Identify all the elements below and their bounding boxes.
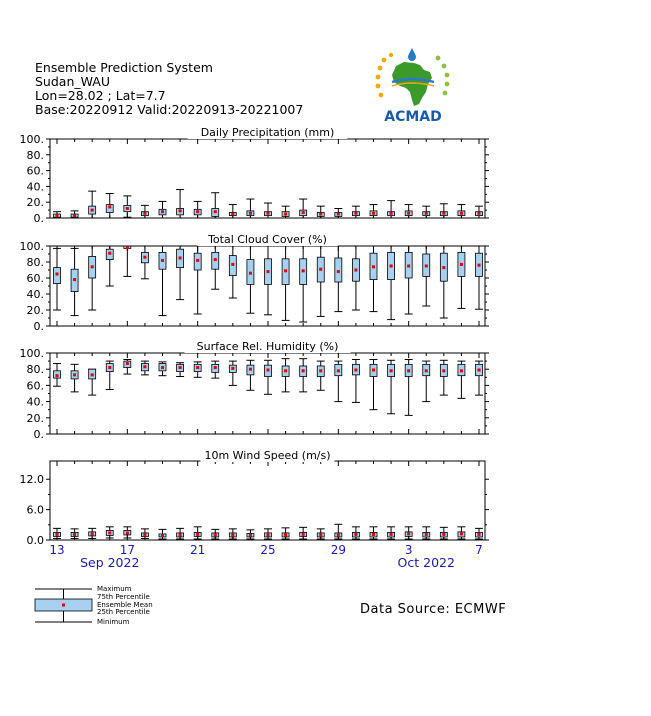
y-tick-label: 100.	[19, 133, 44, 146]
box-day-21	[405, 359, 413, 415]
mean-marker	[442, 266, 445, 269]
mean-marker	[302, 211, 305, 214]
box-day-9	[194, 527, 202, 539]
box-day-4	[106, 194, 114, 218]
mean-marker	[478, 212, 481, 215]
mean-marker	[73, 278, 76, 281]
y-tick-label: 20.	[26, 411, 44, 425]
y-tick-label: 40.	[26, 395, 44, 409]
box-day-4	[106, 361, 114, 389]
mean-marker	[161, 210, 164, 213]
box-day-12	[246, 530, 254, 539]
box-day-20	[387, 360, 395, 413]
box-day-18	[352, 527, 360, 539]
mean-marker	[267, 212, 270, 215]
legend-label-75th: 75th Percentile	[97, 593, 150, 601]
box-day-3	[88, 246, 96, 310]
box-day-24	[457, 361, 465, 398]
mean-marker	[425, 265, 428, 268]
mean-marker	[478, 369, 481, 372]
legend-label-minimum: Minimum	[97, 618, 130, 626]
box-day-9	[194, 246, 202, 314]
box-day-13	[264, 529, 272, 539]
mean-marker	[126, 531, 129, 534]
mean-marker	[214, 533, 217, 536]
y-tick-label: 80.	[26, 363, 44, 377]
box-day-20	[387, 527, 395, 539]
box-day-11	[229, 205, 237, 218]
mean-marker	[267, 533, 270, 536]
mean-marker	[284, 533, 287, 536]
box-day-2	[71, 211, 79, 218]
mean-marker	[56, 214, 59, 217]
box-day-20	[387, 201, 395, 218]
box-day-22	[422, 246, 430, 306]
box-day-23	[440, 246, 448, 318]
mean-marker	[108, 366, 111, 369]
box-day-17	[334, 246, 342, 312]
iqr-box	[335, 258, 342, 282]
box-day-19	[370, 205, 378, 218]
mean-marker	[390, 533, 393, 536]
box-day-25	[475, 528, 483, 539]
box-day-7	[159, 529, 167, 539]
mean-marker	[267, 369, 270, 372]
panel-1	[20, 126, 490, 225]
box-day-13	[264, 360, 272, 394]
mean-marker	[249, 272, 252, 275]
box-day-10	[211, 193, 219, 218]
mean-marker	[214, 258, 217, 261]
box-day-24	[457, 527, 465, 539]
box-day-3	[88, 191, 96, 218]
y-tick-label: 80.	[26, 256, 44, 269]
x-tick-label: 3	[404, 543, 413, 557]
panel-title: Daily Precipitation (mm)	[200, 126, 335, 139]
mean-marker	[442, 533, 445, 536]
box-day-1	[53, 212, 61, 218]
box-day-19	[370, 246, 378, 312]
header-station: Sudan_WAU	[35, 74, 110, 89]
x-tick-label: 7	[475, 543, 483, 557]
mean-marker	[407, 532, 410, 535]
mean-marker	[231, 367, 234, 370]
mean-marker	[73, 214, 76, 217]
mean-marker	[425, 212, 428, 215]
mean-marker	[460, 263, 463, 266]
box-day-16	[317, 246, 325, 316]
mean-marker	[214, 210, 217, 213]
mean-marker	[126, 362, 129, 365]
box-day-1	[53, 364, 61, 387]
y-tick-label: 40.	[26, 180, 44, 194]
mean-marker	[143, 533, 146, 536]
logo-text: ACMAD	[384, 109, 442, 124]
mean-marker	[56, 533, 59, 536]
mean-marker	[249, 533, 252, 536]
mean-marker	[442, 212, 445, 215]
mean-marker	[179, 366, 182, 369]
mean-marker	[179, 257, 182, 260]
box-day-21	[405, 205, 413, 218]
box-day-16	[317, 206, 325, 218]
mean-marker	[126, 246, 129, 249]
box-day-1	[53, 528, 61, 538]
mean-marker	[425, 533, 428, 536]
mean-marker	[267, 270, 270, 273]
box-day-3	[88, 528, 96, 538]
plot-frame	[50, 461, 485, 540]
y-tick-label: 0.	[33, 320, 44, 333]
legend-label-25th: 25th Percentile	[97, 608, 150, 616]
panel-2	[20, 233, 490, 333]
legend	[35, 585, 153, 626]
box-day-24	[457, 205, 465, 218]
y-tick-label: 100.	[19, 240, 44, 253]
mean-marker	[337, 369, 340, 372]
y-tick-label: 60.	[26, 164, 44, 178]
box-day-12	[246, 246, 254, 313]
y-tick-label: 0.	[33, 428, 44, 441]
box-day-15	[299, 527, 307, 539]
panel-title: Total Cloud Cover (%)	[208, 233, 327, 246]
mean-marker	[161, 534, 164, 537]
mean-marker	[91, 532, 94, 535]
mean-marker	[231, 263, 234, 266]
mean-marker	[460, 532, 463, 535]
box-day-22	[422, 361, 430, 402]
box-day-25	[475, 246, 483, 309]
mean-marker	[354, 269, 357, 272]
x-tick-label: 21	[190, 543, 206, 557]
y-tick-label: 40.	[26, 288, 44, 301]
box-day-18	[352, 359, 360, 402]
mean-marker	[425, 369, 428, 372]
box-day-3	[88, 369, 96, 395]
mean-marker	[108, 252, 111, 255]
mean-marker	[196, 533, 199, 536]
box-day-14	[282, 359, 290, 392]
mean-marker	[319, 369, 322, 372]
mean-marker	[231, 533, 234, 536]
mean-marker	[179, 209, 182, 212]
y-tick-label: 20.	[26, 196, 44, 210]
box-day-13	[264, 203, 272, 218]
mean-marker	[108, 205, 111, 208]
box-day-25	[475, 206, 483, 218]
box-day-15	[299, 359, 307, 392]
legend-mean-marker	[62, 604, 65, 607]
box-day-6	[141, 361, 149, 375]
mean-marker	[319, 213, 322, 216]
mean-marker	[407, 212, 410, 215]
box-day-23	[440, 204, 448, 218]
box-day-19	[370, 527, 378, 539]
mean-marker	[354, 533, 357, 536]
y-tick-label: 60.	[26, 379, 44, 393]
header-title: Ensemble Prediction System	[35, 60, 213, 75]
y-tick-label: 12.0	[19, 473, 44, 487]
data-source-label: Data Source: ECMWF	[360, 602, 507, 617]
x-tick-label: 17	[119, 543, 135, 557]
box-day-23	[440, 360, 448, 395]
box-day-11	[229, 361, 237, 385]
mean-marker	[372, 265, 375, 268]
box-day-17	[334, 524, 342, 539]
mean-marker	[319, 533, 322, 536]
mean-marker	[108, 531, 111, 534]
mean-marker	[390, 265, 393, 268]
mean-marker	[231, 213, 234, 216]
box-day-8	[176, 528, 184, 539]
y-tick-label: 0.0	[26, 534, 44, 547]
box-day-5	[123, 527, 131, 538]
mean-marker	[56, 273, 59, 276]
box-day-6	[141, 529, 149, 539]
box-day-11	[229, 246, 237, 298]
box-day-18	[352, 246, 360, 310]
box-day-14	[282, 246, 290, 320]
iqr-box	[54, 268, 61, 284]
mean-marker	[196, 210, 199, 213]
panel-title: Surface Rel. Humidity (%)	[196, 340, 339, 353]
mean-marker	[284, 269, 287, 272]
y-tick-label: 80.	[26, 148, 44, 162]
box-day-8	[176, 363, 184, 377]
x-month-label: Oct 2022	[397, 555, 455, 570]
mean-marker	[407, 369, 410, 372]
mean-marker	[143, 365, 146, 368]
mean-marker	[460, 369, 463, 372]
box-day-22	[422, 206, 430, 218]
mean-marker	[161, 259, 164, 262]
box-day-13	[264, 246, 272, 315]
mean-marker	[372, 369, 375, 372]
mean-marker	[390, 212, 393, 215]
panel-4	[20, 449, 490, 547]
mean-marker	[143, 256, 146, 259]
mean-marker	[161, 366, 164, 369]
box-day-21	[405, 246, 413, 314]
box-day-19	[370, 359, 378, 409]
box-day-4	[106, 527, 114, 538]
box-day-20	[387, 246, 395, 320]
mean-marker	[460, 212, 463, 215]
mean-marker	[354, 369, 357, 372]
box-day-8	[176, 190, 184, 218]
mean-marker	[214, 366, 217, 369]
box-day-1	[53, 248, 61, 310]
mean-marker	[337, 533, 340, 536]
mean-marker	[390, 369, 393, 372]
box-day-12	[246, 360, 254, 390]
mean-marker	[284, 369, 287, 372]
mean-marker	[372, 212, 375, 215]
box-day-7	[159, 362, 167, 376]
mean-marker	[478, 264, 481, 267]
box-day-11	[229, 529, 237, 539]
box-day-7	[159, 246, 167, 316]
mean-marker	[302, 533, 305, 536]
box-day-7	[159, 201, 167, 218]
box-day-12	[246, 199, 254, 218]
box-day-9	[194, 362, 202, 377]
box-day-10	[211, 361, 219, 378]
box-day-5	[123, 196, 131, 217]
box-day-2	[71, 248, 79, 315]
box-day-2	[71, 529, 79, 539]
box-day-25	[475, 361, 483, 395]
box-day-15	[299, 246, 307, 322]
mean-marker	[91, 209, 94, 212]
mean-marker	[196, 259, 199, 262]
box-day-21	[405, 527, 413, 539]
legend-label-maximum: Maximum	[97, 585, 132, 593]
box-day-16	[317, 361, 325, 390]
y-tick-label: 20.	[26, 304, 44, 317]
mean-marker	[126, 207, 129, 210]
mean-marker	[143, 212, 146, 215]
box-day-6	[141, 246, 149, 279]
y-tick-label: 100.	[19, 347, 44, 360]
box-day-10	[211, 529, 219, 539]
box-day-5	[123, 359, 131, 374]
panel-title: 10m Wind Speed (m/s)	[204, 449, 331, 462]
mean-marker	[372, 533, 375, 536]
mean-marker	[478, 533, 481, 536]
mean-marker	[91, 373, 94, 376]
mean-marker	[249, 212, 252, 215]
box-day-14	[282, 206, 290, 218]
box-day-17	[334, 209, 342, 218]
y-tick-label: 6.0	[26, 503, 44, 517]
box-day-6	[141, 205, 149, 218]
x-month-label: Sep 2022	[80, 555, 140, 570]
mean-marker	[179, 533, 182, 536]
mean-marker	[284, 213, 287, 216]
mean-marker	[407, 265, 410, 268]
legend-label-mean: Ensemble Mean	[97, 601, 153, 609]
y-tick-label: 60.	[26, 272, 44, 285]
y-tick-label: 0.	[33, 212, 44, 225]
box-day-15	[299, 199, 307, 218]
mean-marker	[442, 369, 445, 372]
box-day-9	[194, 201, 202, 218]
box-day-4	[106, 246, 114, 286]
mean-marker	[337, 270, 340, 273]
mean-marker	[56, 374, 59, 377]
box-day-17	[334, 361, 342, 402]
mean-marker	[73, 533, 76, 536]
panel-3	[20, 340, 490, 441]
mean-marker	[196, 366, 199, 369]
mean-marker	[73, 373, 76, 376]
box-day-10	[211, 246, 219, 289]
box-day-14	[282, 528, 290, 539]
box-day-8	[176, 246, 184, 300]
box-day-2	[71, 364, 79, 392]
mean-marker	[249, 368, 252, 371]
mean-marker	[302, 269, 305, 272]
mean-marker	[354, 212, 357, 215]
x-tick-label: 29	[330, 543, 346, 557]
mean-marker	[302, 369, 305, 372]
box-day-5	[123, 246, 131, 276]
mean-marker	[319, 268, 322, 271]
header-valid-range: Base:20220912 Valid:20220913-20221007	[35, 102, 304, 117]
box-day-23	[440, 527, 448, 539]
x-tick-label: 13	[49, 543, 65, 557]
box-day-24	[457, 246, 465, 308]
box-day-18	[352, 206, 360, 218]
box-day-22	[422, 527, 430, 539]
header-coordinates: Lon=28.02 ; Lat=7.7	[35, 88, 166, 103]
mean-marker	[337, 213, 340, 216]
box-day-16	[317, 529, 325, 539]
mean-marker	[91, 265, 94, 268]
x-tick-label: 25	[260, 543, 276, 557]
